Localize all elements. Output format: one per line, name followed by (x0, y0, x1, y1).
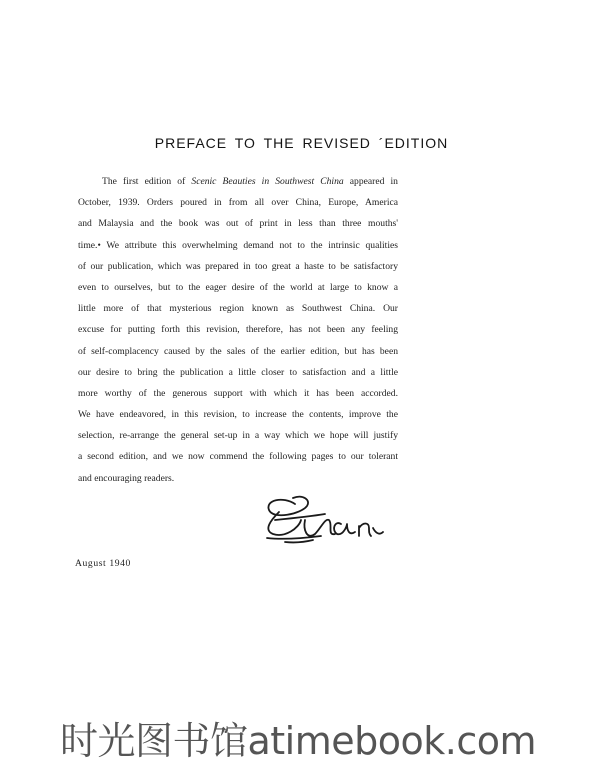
text-line: excuse for putting forth this revision, therefore, has not been any feeling (78, 324, 398, 336)
handwritten-signature (255, 490, 395, 550)
watermark: 时光图书馆atimebook.com (60, 719, 537, 763)
page-title: PREFACE TO THE REVISED ´EDITION (154, 135, 449, 151)
text-line: of our publication, which was prepared in too great a haste to be satisfactory (78, 260, 398, 272)
text-line: a second edition, and we now commend the following pages to our tolerant (78, 451, 398, 463)
book-title: Scenic Beauties in Southwest China (191, 176, 344, 187)
text-line: and encouraging readers. (78, 472, 175, 484)
text-line: more worthy of the generous support with which it has been accorded. (78, 387, 398, 399)
text-line: of self-complacency caused by the sales of the earlier edition, but has been (78, 345, 398, 357)
text-line: and Malaysia and the book was out of print in less than three mouths' (78, 218, 398, 230)
text-line: selection, re-arrange the general set-up in a way which we hope will justify (78, 430, 398, 442)
text-line: our desire to bring the publication a little closer to satisfaction and a little (78, 366, 398, 378)
text-line: little more of that mysterious region known as Southwest China. Our (78, 303, 398, 315)
text-line: October, 1939. Orders poured in from all over China, Europe, America (78, 197, 398, 209)
text-line: The first edition of Scenic Beauties in Southwest China appeared in (102, 176, 398, 187)
text-line: time.• We attribute this overwhelming demand not to the intrinsic qualities (78, 239, 398, 251)
text-line: We have endeavored, in this revision, to increase the contents, improve the (78, 409, 398, 421)
date-line: August 1940 (75, 558, 131, 569)
preface-body (78, 171, 398, 489)
text-line: even to ourselves, but to the eager desire of the world at large to know a (78, 281, 398, 293)
